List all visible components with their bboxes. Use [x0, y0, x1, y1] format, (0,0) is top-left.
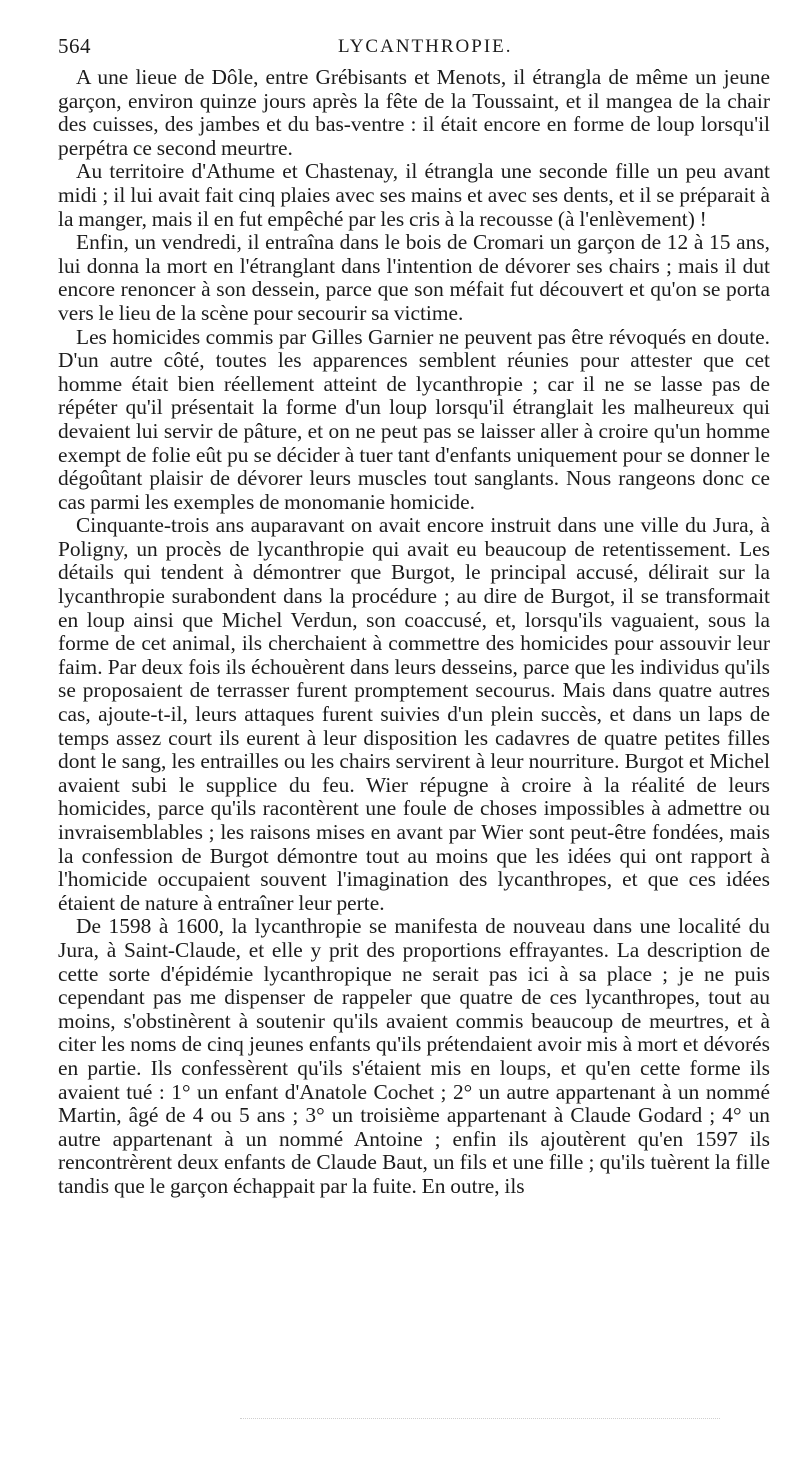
- page-number: 564: [58, 34, 91, 58]
- body-text: [58, 66, 770, 1199]
- paragraph-2: Au territoire d'Athume et Chastenay, il étrangla une seconde fille un peu avant midi ; il lui avait fait cinq plaies avec ses mains et avec ses dents, et il se préparait à la manger, mais il en fut empêché par les cris à la recousse (à l'enlèvement) !: [58, 159, 770, 231]
- paragraph-4: Les homicides commis par Gilles Garnier ne peuvent pas être révoqués en doute. D'un autre côté, toutes les apparences semblent réunies pour attester que cet homme était bien réellement atteint de lycanthropie ; car il ne se lasse pas de répéter qu'il présentait la forme d'un loup lorsqu'il étranglait les malheureux qui devaient lui servir de pâture, et on ne peut pas se laisser aller à croire qu'un homme exempt de folie eût pu se décider à tuer tant d'enfants uniquement pour se donner le dégoûtant plaisir de dévorer leurs muscles tout sanglants. Nous rangeons donc ce cas parmi les exemples de monomanie homicide.: [58, 324, 770, 514]
- page-header: [58, 34, 758, 64]
- paragraph-3: Enfin, un vendredi, il entraîna dans le bois de Cromari un garçon de 12 à 15 ans, lui donna la mort en l'étranglant dans l'intention de dévorer ses chairs ; mais il dut encore renoncer à son dessein, parce que son méfait fut découvert et qu'on se porta vers le lieu de la scène pour secourir sa victime.: [58, 230, 770, 325]
- running-title: LYCANTHROPIE.: [338, 36, 513, 57]
- paragraph-6: De 1598 à 1600, la lycanthropie se manifesta de nouveau dans une localité du Jura, à Saint-Claude, et elle y prit des proportions effrayantes. La description de cette sorte d'épidémie lycanthropique ne serait pas ici à sa place ; je ne puis cependant pas me dispenser de rappeler que quatre de ces lycanthropes, tout au moins, s'obstinèrent à soutenir qu'ils avaient commis beaucoup de meurtres, et à citer les noms de cinq jeunes enfants qu'ils prétendaient avoir mis à mort et dévorés en partie. Ils confessèrent qu'ils s'étaient mis en loups, et qu'en cette forme ils avaient tué : 1° un enfant d'Anatole Cochet ; 2° un autre appartenant à un nommé Martin, âgé de 4 ou 5 ans ; 3° un troisième appartenant à Claude Godard ; 4° un autre appartenant à un nommé Antoine ; enfin ils ajoutèrent qu'en 1597 ils rencontrèrent deux enfants de Claude Baut, un fils et une fille ; qu'ils tuèrent la fille tandis que le garçon échappait par la fuite. En outre, ils: [58, 914, 770, 1198]
- paragraph-1: A une lieue de Dôle, entre Grébisants et Menots, il étrangla de même un jeune garçon, environ quinze jours après la fête de la Toussaint, et il mangea de la chair des cuisses, des jambes et du bas-ventre : il était encore en forme de loup lorsqu'il perpétra ce second meurtre.: [58, 65, 770, 160]
- footer-bleed-through: [240, 1418, 720, 1421]
- paragraph-5: Cinquante-trois ans auparavant on avait encore instruit dans une ville du Jura, à Poligny, un procès de lycanthropie qui avait eu beaucoup de retentissement. Les détails qui tendent à démontrer que Burgot, le principal accusé, délirait sur la lycanthropie surabondent dans la procédure ; au dire de Burgot, il se transformait en loup ainsi que Michel Verdun, son coaccusé, et, lorsqu'ils vaguaient, sous la forme de cet animal, ils cherchaient à commettre des homicides pour assouvir leur faim. Par deux fois ils échouèrent dans leurs desseins, parce que les individus qu'ils se proposaient de terrasser furent promptement secourus. Mais dans quatre autres cas, ajoute-t-il, leurs attaques furent suivies d'un plein succès, et dans un laps de temps assez court ils eurent à leur disposition les cadavres de quatre petites filles dont le sang, les entrailles ou les chairs servirent à leur nourriture. Burgot et Michel avaient subi le supplice du feu. Wier répugne à croire à la réalité de leurs homicides, parce qu'ils racontèrent une foule de choses impossibles à admettre ou invraisemblables ; les raisons mises en avant par Wier sont peut-être fondées, mais la confession de Burgot démontre tout au moins que les idées qui ont rapport à l'homicide occupaient souvent l'imagination des lycanthropes, et que ces idées étaient de nature à entraîner leur perte.: [58, 513, 770, 915]
